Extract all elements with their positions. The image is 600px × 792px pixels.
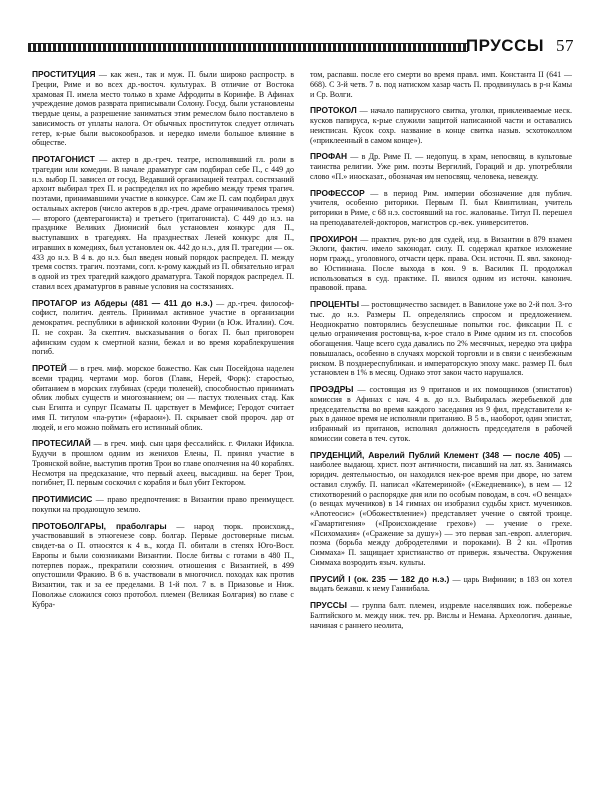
entry-headword: ПРОТЕСИЛАЙ [32,438,91,449]
dictionary-entry [310,152,572,181]
dictionary-entry [310,601,572,630]
entry-headword: ПРОЦЕНТЫ [310,299,360,309]
entry-headword: ПРОТЕЙ [32,363,67,373]
entry-headword: ПРОЭДРЫ [310,384,354,394]
entry-headword: ПРОФАН [310,151,348,162]
right-column [310,70,572,782]
entry-text: — как жен., так и муж. П. были широко распростр. в Греции, Риме и во всех др.-восточ. культурах. В отличие от Востока храмовая П. имела место только в храме Афродиты в Коринфе. В Афинах учреждение домов разврата приписывали Солону. Госуд. были установлены твердые цены, а разрешение заниматься этим ремеслом было поставлено в зависимость от уплаты налога. От обычных проституток следует отличать гетер, к-рые были высокообразов. и нередко имели большое влияние в обществе. [32,70,294,148]
entry-text: — актер в др.-греч. театре, исполнявший гл. роли в трагедии или комедии. В начале драматург сам подбирал себе П., с 449 до н.э. выбор П. зависел от госуд. Ведавший организацией театрал. состязаний архонт выбирал трех П. и распределял их по жребию между тремя трагич. поэтами, принимавшими участие в конкурсе. Сам же П. сам подбирал двух остальных актеров (число актеров в др.-греч. драме ограничивалось тремя) — второго (девтерагониста) и третьего (тритагониста). С 449 до н.э. на празднике Великих Дионисий был установлен конкурс для П., выступавших в трагедиях. На празднествах Леней конкурс для П., игравших в комедиях, был установлен ок. 442 до н.э., для П. трагедии — ок. 433 до н.э. В 4 в. до н.э. был введен новый порядок распредел. П. между тремя состяз. трагич. поэтами, согл. к-рому каждый из П. обязательно играл в одной из трех трагедий каждого драматурга. Такой порядок распредел. П. ставил всех драматургов в равные условия на состязаниях. [32,155,294,291]
running-title: ПРУССЫ [465,36,544,55]
entry-text: — в греч. миф. сын царя фессалийск. г. Филаки Ификла. Будучи в прошлом одним из женихов Елены, П. принял участие в Троянской войне, выступив против Трои во главе ополчения на 40 кораблях. Несмотря на предсказание, что первый ахеец, высадивш. на берег Трои, погибнет, П. первым соскочил с корабля и был убит Гектором. [32,439,294,488]
text-columns [32,70,572,782]
dictionary-entry [32,439,294,488]
entry-text: — начало папирусного свитка, уголки, приклеиваемые неск. кусков папируса, к-рые служили защитой написанной части и оставались неисписан. Кусок сохр. название в конце свитка назыв. эсхотоколлом («приклеенный в самом конце»). [310,106,572,145]
dictionary-entry [32,70,294,148]
entry-text: — царь Вифинии; в 183 он хотел выдать бежавш. к нему Ганнибала. [310,574,572,594]
page-header [28,36,574,58]
entry-text: — народ тюрк. происхожд., участвовавший в этногенезе совр. болгар. Первые достоверные письм. свидет-ва о П. относятся к 4 в., когда П. обитали в степях Юго-Вост. Европы и были союзниками Византии. После битвы с готами в 480 П., потерпев пораж., прекратили союзнич. отношения с Византией, в 499 опустошили Фракию. В 6 в. участвовали в многочисл. походах как против Византии, так и за ее пределами. В 1-й пол. 7 в. в Приазовье и Ниж. Поволжье сложился союз протобол. племен (Великая Болгария) во главе с Кубра- [32,521,294,609]
entry-headword: ПРОФЕССОР [310,187,365,198]
entry-text: — в период Рим. империи обозначение для публич. учителя, особенно риторики. Первым П. был Квинтилиан, учитель риторики в Риме, с 68 н.э. состоявший на гос. жалованье. Титул П. перешел на преподавателей-докторов, магистров ср.-век. университетов. [310,188,572,227]
entry-headword: ПРОТАГОР из Абдеры (481 — 411 до н.э.) [32,297,213,308]
dictionary-entry [310,106,572,145]
dictionary-entry [310,575,572,595]
entry-text: — состоящая из 9 пританов и их помощников (эпистатов) комиссия в Афинах с нач. 4 в. до н.э. Выбиралась жеребьевкой для председательства во время каждого заседания из 9 фил, представители к-рых в данное время не исполняли пританию. В 5 в., наоборот, один эпистат, избранный из пританов, исполнял должность председателя в рабочей комиссии совета в теч. суток. [310,385,572,443]
entry-text: — наиболее выдающ. христ. поэт античности, писавший на лат. яз. Занимаясь юридич. деятельностью, он находился нек-рое время при дворе, но затем оставил службу. П. написал «Катемериной» («Ежедневник»), в нем — 12 стихотворений о распорядке дня или по особым поводам, в соч. «О венцах» (о венцах мучеников) в 14 гимнах он изобразил судьбы христ. мучеников. «Апотеосис» («Обожествление») представляет учение о святой троице. «Гамартигения» («Происхождение грехов») — учение о грехе. «Психомахия» («Сражение за душу») — это первая зап.-европ. аллегорич. поэма (борьба между добродетелями и пороками). В 2 кн. «Против Симмаха» П. защищает христианство от приверж. язычества. Окружения Симмаха возродить языч. культы. [310,450,572,567]
entry-text: том, распавш. после его смерти во время правл. имп. Константа II (641 — 668). С 3-й четв. 7 в. под натиском хазар часть П. продвинулась в р-н Камы и Ср. Волги. [310,70,572,99]
entry-headword: ПРУДЕНЦИЙ, Аврелий Публий Клемент (348 — после 405) [310,449,561,460]
left-column [32,70,294,782]
entry-headword: ПРОТОБОЛГАРЫ, праболгары [32,520,167,531]
dictionary-entry [32,155,294,292]
dictionary-entry [310,385,572,444]
entry-text: — ростовщичество засвидет. в Вавилоне уже во 2-й пол. 3-го тыс. до н.э. Размеры П. определялись спросом и предложением. Неоднократно повторялись безуспешные попытки гос. фиксации П. с целью ограничения ростовщ-ва, к-рое стало в Риме одним из гл. способов обогащения. Чаще всего суда давались по 2% месячных, нередко эта цифра повышалась, особенно в случаях морской торговли и в связи с неизбежным риском. В позднереспубликан. и императорскую эпоху макс. размер П. был установлен в 1% в месяц. Однако этот закон часто нарушался. [310,300,572,378]
entry-text: — др.-греч. философ-софист, политич. деятель. Принимал активное участие в организации демократич. республики в афинской колонии Фурии (в Юж. Италии). Соч. П. не сохран. За скептич. высказывания о богах П. был приговорен афинским судом к смертной казни, бежал и во время кораблекрушения погиб. [32,298,294,357]
entry-headword: ПРОТИМИСИС [32,494,93,504]
entry-headword: ПРОТАГОНИСТ [32,154,95,164]
entry-text: — право предпочтения: в Византии право преимущест. покупки на продающую землю. [32,495,294,514]
entry-headword: ПРОСТИТУЦИЯ [32,70,96,79]
entry-headword: ПРОТОКОЛ [310,105,357,116]
entry-headword: ПРУССЫ [310,600,348,610]
dictionary-entry [32,299,294,358]
entry-text: — группа балт. племен, издревле населявших юж. побережье Балтийского м. между ниж. теч. рр. Вислы и Немана. Археологич. данные, начиная с раннего неолита, [310,601,572,630]
dictionary-entry [310,235,572,294]
dictionary-entry [32,522,294,610]
dictionary-entry [32,364,294,432]
entry-text: — в Др. Риме П. — недопущ. в храм, непосвящ. в культовые таинства религии. Уже рим. поэты Вергилий, Гораций и др. употребляли слово «П.» иносказат., обозначая им непосвящ. человека, невежду. [310,152,572,181]
entry-headword: ПРУСИЙ I (ок. 235 — 182 до н.э.) [310,573,450,584]
dictionary-entry [310,189,572,228]
entry-text: — в греч. миф. морское божество. Как сын Посейдона наделен всеми традиц. чертами мор. богов (Главк, Нерей, Форк): старостью, обитанием в морских глубинах (среди тюленей), способностью принимать облик любых существ и многознанием; он — пастух тюленьих стад. Как сын Египта и супруг Псаматы П. царствует в Мемфисе; Геродот считает имя П. титулом «па-рути» («фараон»). П. скрывает свой пророч. дар от людей, и его можно поймать его истинный облик. [32,364,294,432]
dictionary-entry [32,495,294,515]
entry-text: — практич. рук-во для судей, изд. в Византии в 879 взамен Эклоги, фактич. имело законодат. силу. П. содержал краткое изложение норм гражд., уголовного, отчасти церк. права. Осн. источн. П. явл. законод-во Юстиниана. После выхода в кон. 9 в. Василик П. продолжал использоваться в суд. практике. П. явился одним из источн. канонич. правовой. права. [310,234,572,293]
decorative-border [28,43,468,52]
entry-headword: ПРОХИРОН [310,233,358,244]
dictionary-entry [310,70,572,99]
page-number: 57 [556,36,574,55]
dictionary-entry [310,300,572,378]
running-head [466,36,574,56]
dictionary-entry [310,451,572,568]
